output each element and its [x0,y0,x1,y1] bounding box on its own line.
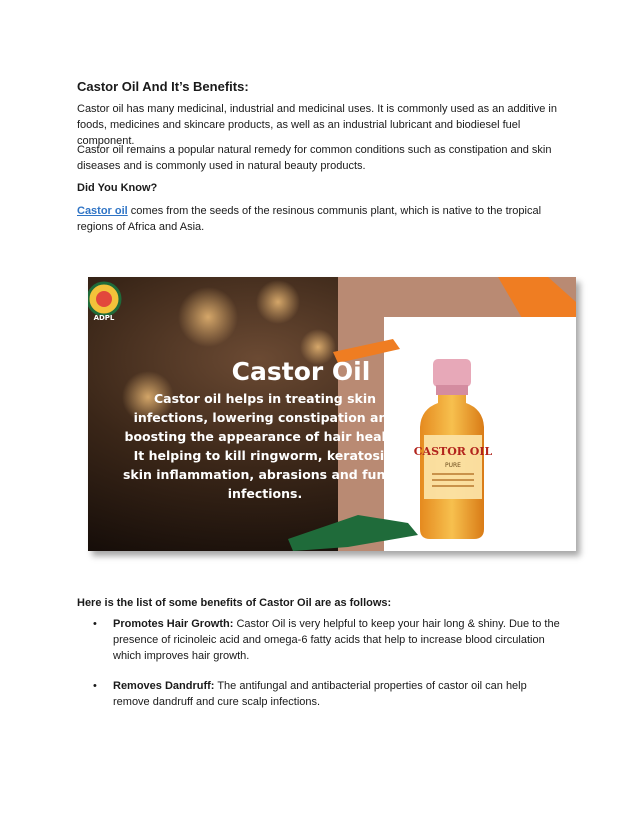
intro-paragraph: Castor oil has many medicinal, industrial and medicinal uses. It is commonly used as an additive in foods, medicines and skincare products, as well as an industrial lubricant and biodiesel fuel component. [77,103,557,147]
bottle-sub-label: PURE [445,462,461,469]
remedy-paragraph: Castor oil remains a popular natural remedy for common conditions such as constipation and skin diseases and is commonly used in natural beauty products. [77,144,552,172]
benefit-text: Castor Oil is very helpful to keep your hair long & shiny. Due to the presence of ricinoleic acid and omega-6 fatty acids that help to increase blood circulation which improves hair growth. [113,618,560,662]
banner-title: Castor Oil [231,357,371,386]
benefits-list [77,616,565,710]
castor-oil-banner-image [88,277,576,551]
origin-text: comes from the seeds of the resinous communis plant, which is native to the tropical regions of Africa and Asia. [77,205,542,233]
castor-oil-link[interactable]: Castor oil [77,205,128,217]
benefit-heading: Promotes Hair Growth: [113,618,234,630]
page-title: Castor Oil And It’s Benefits: [77,79,249,94]
origin-paragraph [77,203,565,235]
list-item [77,678,565,710]
benefit-heading: Removes Dandruff: [113,680,215,692]
bullet-icon: • [93,680,97,692]
banner-copy: Castor oil helps in treating skin infections, lowering constipation and boosting the appearance of hair health. It helping to kill ringworm, keratosis, skin inflammation, abrasions and fungal infections. [122,391,408,501]
list-item [77,616,565,664]
adpl-logo: ADPL [93,314,115,322]
benefits-list-intro: Here is the list of some benefits of Castor Oil are as follows: [77,597,392,609]
bottle-label: CASTOR OIL [413,445,493,458]
did-you-know-heading: Did You Know? [77,182,158,194]
benefit-text: The antifungal and antibacterial properties of castor oil can help remove dandruff and cure scalp infections. [113,680,527,708]
bullet-icon: • [93,618,97,630]
